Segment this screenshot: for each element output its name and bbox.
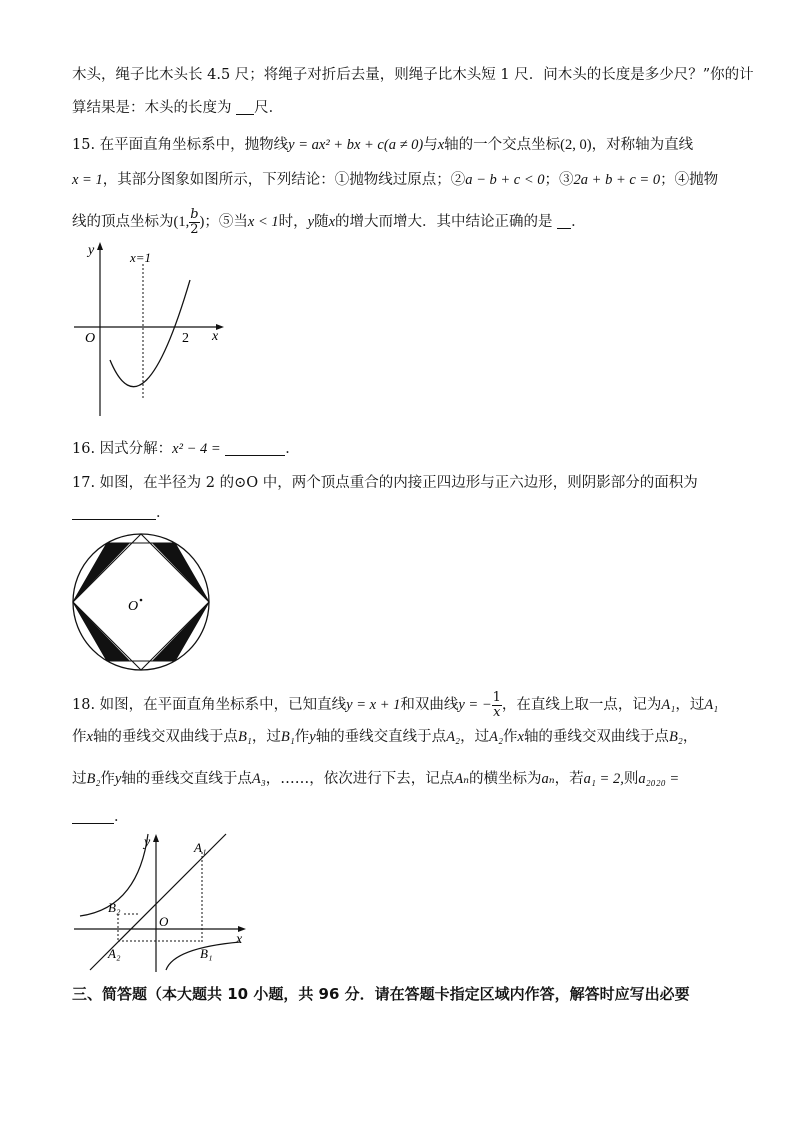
answer-blank[interactable] bbox=[236, 100, 254, 115]
q18-text: 如图，在平面直角坐标系中，已知直线 bbox=[99, 697, 347, 713]
q14-text: 算结果是：木头的长度为 bbox=[72, 100, 232, 116]
q18-text: 则 bbox=[623, 771, 639, 787]
fraction-b-over-2 bbox=[189, 208, 199, 237]
frac-den: x bbox=[493, 704, 501, 720]
intersection-point: (2, 0) bbox=[560, 137, 592, 153]
point-a3: A₃ bbox=[251, 771, 266, 787]
q15-text: 线的顶点坐标为 bbox=[72, 214, 174, 230]
q17-answer-line bbox=[72, 504, 171, 522]
frac-den: 2 bbox=[190, 221, 199, 237]
q18-text: 和双曲线 bbox=[400, 697, 459, 713]
q18-text: ，……，依次进行下去，记点 bbox=[265, 771, 455, 787]
answer-blank[interactable] bbox=[225, 441, 285, 456]
point-a1: A₁ bbox=[704, 697, 719, 713]
given-condition: a₁ = 2, bbox=[583, 771, 624, 787]
q18-text: 过 bbox=[72, 771, 87, 787]
axis-equation: x = 1 bbox=[72, 172, 103, 188]
frac-num: 1 bbox=[492, 689, 501, 705]
q15-text: ；⑤当 bbox=[204, 214, 248, 230]
q16-line bbox=[72, 440, 300, 458]
q16-expression: x² − 4 = bbox=[172, 441, 221, 457]
q18-text: 作 bbox=[503, 729, 518, 745]
q17-line bbox=[72, 474, 698, 492]
q15-text: 的增大而增大．其中结论正确的是 bbox=[335, 214, 553, 230]
frac-num: b bbox=[190, 206, 199, 222]
q15-text: ；③ bbox=[544, 172, 574, 188]
hyperbola-equation: y = − bbox=[458, 697, 492, 713]
q18-line1 bbox=[72, 690, 718, 720]
section-heading: 三、简答题（本大题共 10 小题，共 96 分．请在答题卡指定区域内作答，解答时应写出必要 bbox=[72, 985, 690, 1003]
q18-text: 轴的垂线交直线于点 bbox=[121, 771, 252, 787]
q15-text: 随 bbox=[314, 214, 329, 230]
point-b1: B₁ bbox=[280, 729, 295, 745]
parabola-curve bbox=[110, 280, 190, 387]
var-x: x bbox=[86, 729, 93, 745]
point-a1: A₁ bbox=[661, 697, 676, 713]
y-label: y bbox=[144, 835, 151, 850]
line-equation: y = x + 1 bbox=[346, 697, 401, 713]
q15-line3 bbox=[72, 207, 586, 237]
label-a2: A₂ bbox=[108, 946, 121, 961]
var-an: aₙ bbox=[541, 771, 555, 787]
q18-text: 轴的垂线交双曲线于点 bbox=[92, 729, 238, 745]
q18-text: ，若 bbox=[554, 771, 584, 787]
var-y: y bbox=[114, 771, 122, 787]
square bbox=[73, 534, 209, 670]
vertex-open: (1, bbox=[173, 214, 190, 230]
q18-text: 轴的垂线交双曲线于点 bbox=[523, 729, 669, 745]
origin-label: O bbox=[85, 331, 96, 346]
var-y: y bbox=[307, 214, 315, 230]
fraction-1-over-x bbox=[492, 691, 502, 720]
condition: x < 1 bbox=[247, 214, 279, 230]
q14-line1: 木头，绳子比木头长 4.5 尺；将绳子对折后去量，则绳子比木头短 1 尺．问木头的长度是多少尺？”你的计 bbox=[72, 67, 754, 83]
label-b1: B₁ bbox=[200, 946, 213, 961]
q15-text: 时， bbox=[278, 214, 308, 230]
var-x: x bbox=[517, 729, 524, 745]
parabola-formula: y = ax² + bx + c(a ≠ 0) bbox=[288, 137, 424, 153]
var-x: x bbox=[437, 137, 445, 153]
label-b2: B₂ bbox=[108, 900, 121, 915]
point-an: Aₙ bbox=[454, 771, 469, 787]
q14-unit: 尺． bbox=[254, 100, 284, 116]
center-dot bbox=[140, 599, 143, 602]
point-b1: B₁ bbox=[237, 729, 252, 745]
y-label: y bbox=[88, 243, 95, 258]
hexagon bbox=[73, 543, 209, 661]
var-y: y bbox=[309, 729, 316, 745]
point-a2: A₂ bbox=[489, 729, 503, 745]
parabola-graph bbox=[68, 240, 228, 420]
q18-text: 作 bbox=[72, 729, 87, 745]
q18-text: 的横坐标为 bbox=[468, 771, 542, 787]
y-axis-arrow bbox=[97, 242, 103, 250]
q17-text: ． bbox=[156, 505, 171, 521]
symmetry-label: x=1 bbox=[130, 250, 152, 265]
question-number: 17. bbox=[72, 475, 96, 491]
answer-blank[interactable] bbox=[72, 505, 156, 520]
q18-text: 作 bbox=[294, 729, 310, 745]
q15-line2 bbox=[72, 171, 718, 189]
q15-text: 在平面直角坐标系中，抛物线 bbox=[99, 137, 289, 153]
point-a2: A₂ bbox=[446, 729, 461, 745]
q18-text: ，在直线上取一点，记为 bbox=[501, 697, 662, 713]
q15-text: ，对称轴为直线 bbox=[591, 137, 694, 153]
q16-text: 因式分解： bbox=[99, 441, 173, 457]
q18-answer-line bbox=[72, 808, 129, 826]
question-number: 16. bbox=[72, 441, 96, 457]
q18-text: ． bbox=[114, 809, 129, 825]
x-label: x bbox=[212, 329, 219, 344]
q18-text: ， bbox=[682, 729, 698, 745]
vertex-close: ) bbox=[199, 214, 205, 230]
conclusion-2: a − b + c < 0 bbox=[465, 172, 545, 188]
q15-text: ． bbox=[571, 214, 586, 230]
q15-text: ，其部分图象如图所示，下列结论：①抛物线过原点；② bbox=[102, 172, 466, 188]
question-number: 15. bbox=[72, 137, 96, 153]
conclusion-3: 2a + b + c = 0 bbox=[573, 172, 661, 188]
root-label: 2 bbox=[182, 331, 189, 346]
circle-figure bbox=[68, 532, 214, 672]
center-label: O bbox=[128, 599, 139, 614]
label-a1: A₁ bbox=[194, 840, 207, 855]
y-axis-arrow bbox=[153, 834, 159, 842]
answer-blank[interactable] bbox=[72, 809, 114, 824]
q18-text: ，过 bbox=[675, 697, 705, 713]
q16-text: ． bbox=[285, 441, 300, 457]
origin-label: O bbox=[159, 914, 169, 929]
x-label: x bbox=[236, 932, 243, 947]
q17-text: 如图，在半径为 2 的⊙O 中，两个顶点重合的内接正四边形与正六边形，则阴影部分的面积为 bbox=[99, 475, 698, 491]
q18-text: ，过 bbox=[460, 729, 490, 745]
hyperbola-graph bbox=[68, 830, 254, 975]
point-b2: B₂ bbox=[86, 771, 101, 787]
question-number: 18. bbox=[72, 697, 96, 713]
q18-text: 作 bbox=[100, 771, 115, 787]
q15-line1 bbox=[72, 136, 693, 154]
q15-text: 与 bbox=[423, 137, 438, 153]
asked-term: a₂₀₂₀ = bbox=[638, 771, 680, 787]
q18-line2 bbox=[72, 728, 697, 746]
q14-line2 bbox=[72, 99, 283, 117]
q18-text: ，过 bbox=[251, 729, 281, 745]
circle-o bbox=[73, 534, 209, 670]
q15-text: ；④抛物 bbox=[660, 172, 719, 188]
q18-line3 bbox=[72, 770, 679, 788]
answer-blank[interactable] bbox=[557, 214, 571, 229]
var-x: x bbox=[328, 214, 335, 230]
q15-text: 轴的一个交点坐标 bbox=[444, 137, 561, 153]
point-b2: B₂ bbox=[668, 729, 683, 745]
q18-text: 轴的垂线交直线于点 bbox=[315, 729, 447, 745]
